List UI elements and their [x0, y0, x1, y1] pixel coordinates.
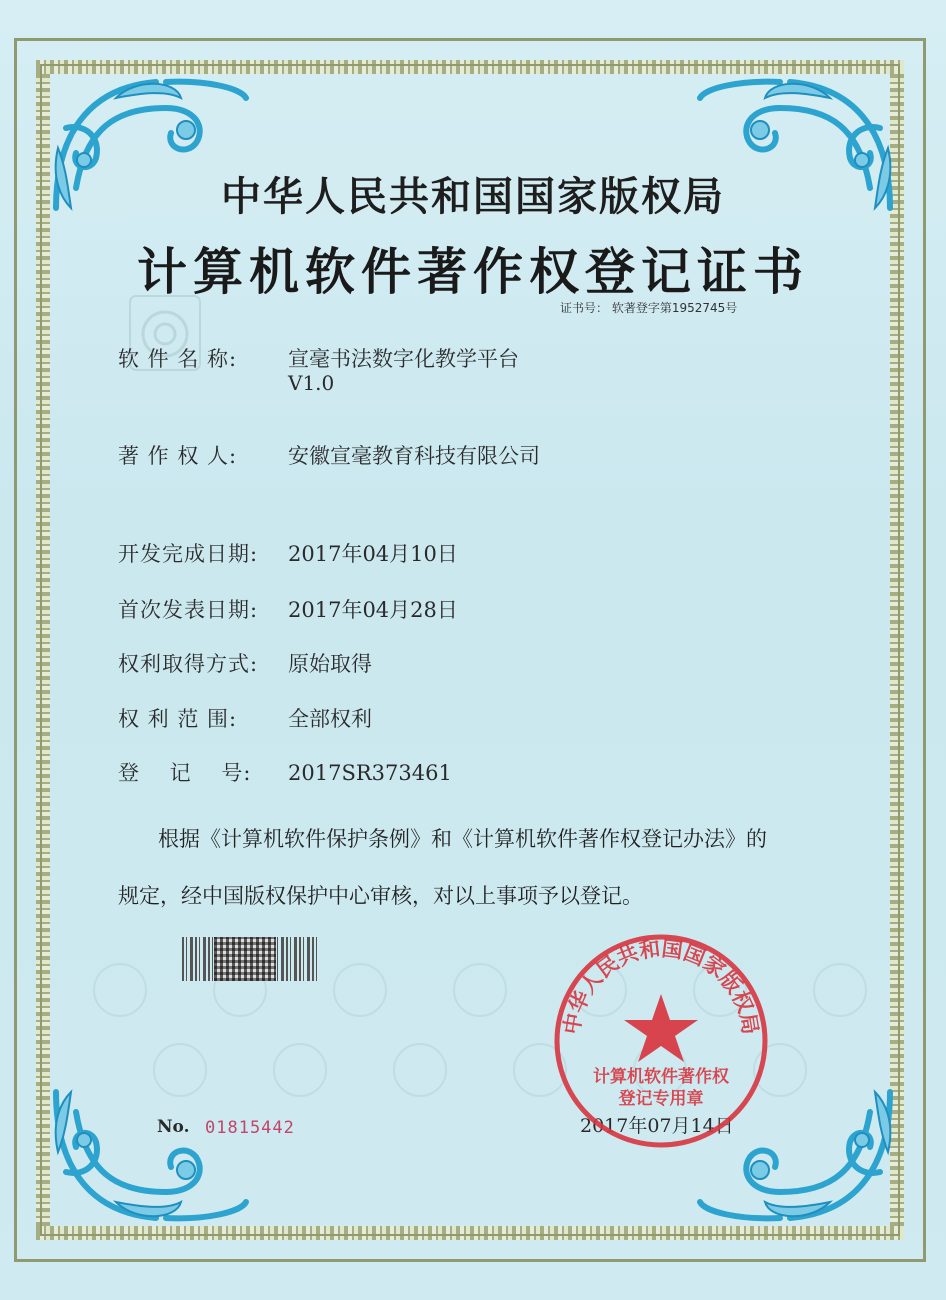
registration-label: 登 记 号:: [118, 761, 252, 785]
statement-line-2: 规定，经中国版权保护中心审核，对以上事项予以登记。: [118, 884, 643, 908]
issuing-authority: 中华人民共和国国家版权局: [221, 174, 725, 220]
software-name-value: 宣毫书法数字化教学平台: [288, 347, 519, 371]
barcode: [182, 937, 318, 981]
software-name-row: [118, 343, 519, 373]
dev-date-label: 开发完成日期:: [118, 542, 259, 566]
scope-row: [118, 703, 372, 733]
certificate-title: 计算机软件著作权登记证书: [137, 242, 809, 301]
serial-number: 01815442: [205, 1118, 295, 1138]
acquisition-value: 原始取得: [288, 652, 372, 676]
star-icon: [624, 994, 698, 1062]
acquisition-row: [118, 648, 372, 678]
acquisition-label: 权利取得方式:: [118, 652, 259, 676]
dev-date-row: [118, 538, 458, 568]
owner-label: 著 作 权 人:: [118, 444, 238, 468]
serial-label: No.: [157, 1117, 190, 1137]
pub-date-label: 首次发表日期:: [118, 598, 259, 622]
dev-date-value: 2017年04月10日: [288, 542, 458, 566]
scope-label: 权 利 范 围:: [118, 707, 238, 731]
pub-date-row: [118, 594, 458, 624]
registration-value: 2017SR373461: [288, 761, 452, 785]
software-name-label: 软 件 名 称:: [118, 347, 238, 371]
official-seal: [548, 928, 774, 1154]
scope-value: 全部权利: [288, 707, 372, 731]
software-version: V1.0: [288, 371, 335, 395]
owner-value: 安徽宣毫教育科技有限公司: [288, 444, 540, 468]
seal-center-line-1: 计算机软件著作权: [593, 1067, 729, 1087]
certificate-number: 证书号： 软著登字第1952745号: [560, 301, 738, 315]
statement-line-1: 根据《计算机软件保护条例》和《计算机软件著作权登记办法》的: [158, 827, 767, 851]
owner-row: [118, 440, 540, 470]
seal-ring-text: 中华人民共和国国家版权局: [559, 936, 763, 1037]
registration-row: [118, 757, 452, 787]
pub-date-value: 2017年04月28日: [288, 598, 458, 622]
issue-date: 2017年07月14日: [580, 1115, 734, 1137]
qr-code: [214, 937, 276, 981]
seal-center-line-2: 登记专用章: [618, 1089, 704, 1109]
